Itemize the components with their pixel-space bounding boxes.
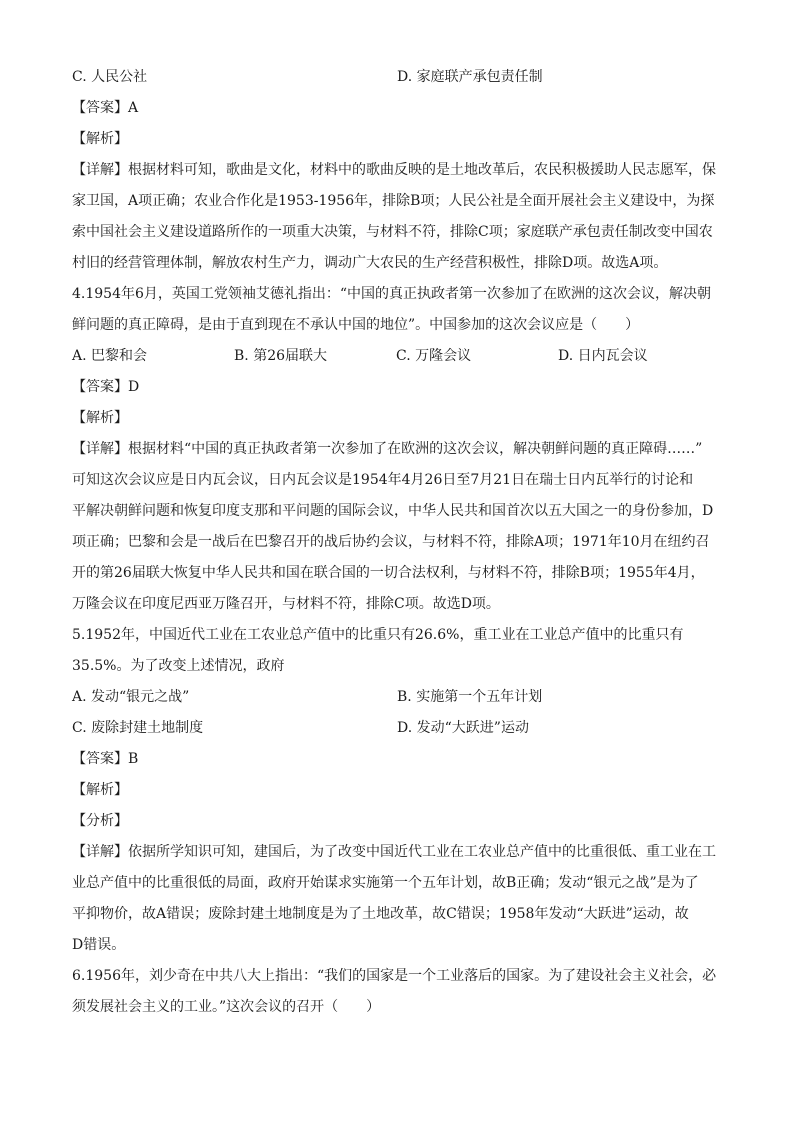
q4-detail-line: 可知这次会议应是日内瓦会议，日内瓦会议是1954年4月26日至7月21日在瑞士日内瓦举行的讨论和 bbox=[72, 472, 694, 488]
q5-options-row bbox=[72, 682, 722, 713]
q5-detail-line: 【详解】依据所学知识可知，建国后，为了改变中国近代工业在工农业总产值中的比重很低、重工业在工 bbox=[72, 844, 716, 860]
q5-analysis-heading: 【解析】 bbox=[72, 782, 128, 798]
q4-option-d: D. 日内瓦会议 bbox=[558, 348, 648, 364]
q3-option-d: D. 家庭联产承包责任制 bbox=[397, 69, 543, 85]
q5-fenxi-heading: 【分析】 bbox=[72, 813, 128, 829]
q4-detail-line: 开的第26届联大恢复中华人民共和国在联合国的一切合法权利，与材料不符，排除B项；1955年4月， bbox=[72, 565, 705, 581]
q6-stem-line: 须发展社会主义的工业。”这次会议的召开（ ） bbox=[72, 999, 381, 1015]
q5-option-d: D. 发动“大跃进”运动 bbox=[397, 720, 529, 736]
q4-analysis-heading: 【解析】 bbox=[72, 410, 128, 426]
q4-option-c: C. 万隆会议 bbox=[396, 348, 472, 364]
q5-option-c: C. 废除封建土地制度 bbox=[72, 720, 204, 736]
q3-detail-line: 家卫国，A项正确；农业合作化是1953-1956年，排除B项；人民公社是全面开展社会主义建设中，为探 bbox=[72, 193, 715, 209]
q4-option-b: B. 第26届联大 bbox=[234, 348, 328, 364]
q4-answer: 【答案】D bbox=[72, 379, 140, 395]
q5-stem-line: 35.5%。为了改变上述情况，政府 bbox=[72, 658, 285, 674]
q5-detail-line: 平抑物价，故A错误；废除封建土地制度是为了土地改革，故C错误；1958年发动“大跃进”运动，故 bbox=[72, 906, 689, 922]
q6-stem-line: 6.1956年，刘少奇在中共八大上指出：“我们的国家是一个工业落后的国家。为了建设社会主义社会，必 bbox=[72, 968, 717, 984]
q5-answer: 【答案】B bbox=[72, 751, 139, 767]
q3-analysis-heading: 【解析】 bbox=[72, 131, 128, 147]
q3-detail-line: 索中国社会主义建设道路所作的一项重大决策，与材料不符，排除C项；家庭联产承包责任制改变中国农 bbox=[72, 224, 713, 240]
q3-options-row bbox=[72, 62, 722, 93]
q3-option-c: C. 人民公社 bbox=[72, 69, 148, 85]
q4-detail-line: 平解决朝鲜问题和恢复印度支那和平问题的国际会议，中华人民共和国首次以五大国之一的身份参加，D bbox=[72, 503, 714, 519]
q5-options-row bbox=[72, 713, 722, 744]
q4-detail-line: 【详解】根据材料“中国的真正执政者第一次参加了在欧洲的这次会议，解决朝鲜问题的真正障碍……” bbox=[72, 441, 703, 457]
exam-page bbox=[72, 62, 722, 1023]
q4-options-row bbox=[72, 341, 722, 372]
q3-detail-line: 村旧的经营管理体制，解放农村生产力，调动广大农民的生产经营积极性，排除D项。故选A项。 bbox=[72, 255, 668, 271]
q3-detail-line: 【详解】根据材料可知，歌曲是文化，材料中的歌曲反映的是土地改革后，农民积极援助人民志愿军，保 bbox=[72, 162, 716, 178]
q5-option-b: B. 实施第一个五年计划 bbox=[397, 689, 543, 705]
q4-detail-line: 项正确；巴黎和会是一战后在巴黎召开的战后协约会议，与材料不符，排除A项；1971年10月在纽约召 bbox=[72, 534, 710, 550]
q4-stem-line: 4.1954年6月，英国工党领袖艾德礼指出：“中国的真正执政者第一次参加了在欧洲的这次会议，解决朝 bbox=[72, 286, 712, 302]
q5-detail-line: D错误。 bbox=[72, 937, 126, 953]
q4-stem-line: 鲜问题的真正障碍，是由于直到现在不承认中国的地位”。中国参加的这次会议应是（ ） bbox=[72, 317, 640, 333]
q3-answer: 【答案】A bbox=[72, 100, 139, 116]
q5-stem-line: 5.1952年，中国近代工业在工农业总产值中的比重只有26.6%，重工业在工业总产值中的比重只有 bbox=[72, 627, 684, 643]
q5-option-a: A. 发动“银元之战” bbox=[72, 689, 190, 705]
q4-detail-line: 万隆会议在印度尼西亚万隆召开，与材料不符，排除C项。故选D项。 bbox=[72, 596, 500, 612]
q5-detail-line: 业总产值中的比重很低的局面，政府开始谋求实施第一个五年计划，故B正确；发动“银元之战”是为了 bbox=[72, 875, 699, 891]
q4-option-a: A. 巴黎和会 bbox=[72, 348, 148, 364]
